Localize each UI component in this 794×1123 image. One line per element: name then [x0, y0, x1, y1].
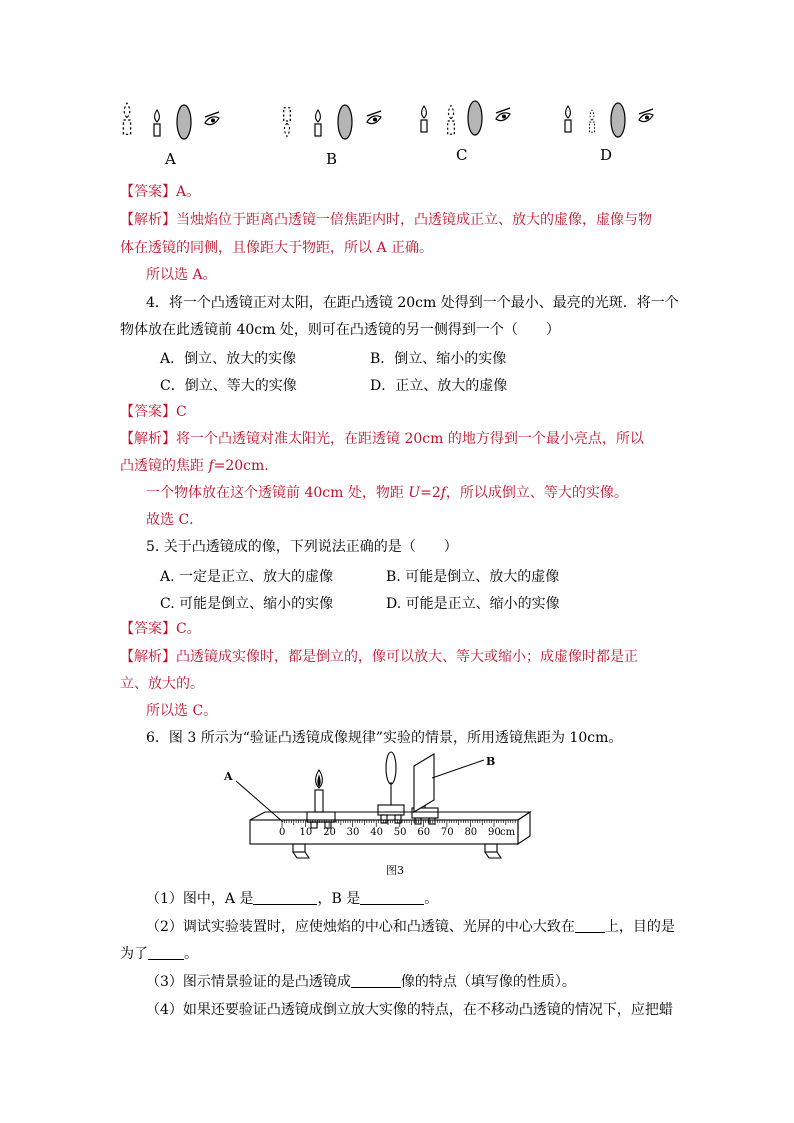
option-c-drawing [421, 101, 510, 135]
pointer-b [432, 760, 484, 778]
q6-part-3: （3）图示情景验证的是凸透镜成 像的特点（填写像的性质）。 [146, 974, 576, 990]
option-d-label: D [600, 146, 613, 164]
blank-a[interactable] [253, 890, 317, 905]
q5-analysis-line-1: 【解析】凸透镜成实像时，都是倒立的，像可以放大、等大或缩小；成虚像时都是正 [120, 649, 638, 665]
ruler-tick-label: 70 [440, 827, 454, 838]
ruler-tick-label: 60 [417, 827, 431, 838]
ruler-tick-label: cm [500, 827, 516, 838]
q4-analysis-line-3: 一个物体放在这个透镜前 40cm 处，物距 U=2f，所以成倒立、等大的实像。 [146, 485, 628, 501]
option-c-label: C [456, 146, 468, 164]
q4-stem-line-1: 4．将一个凸透镜正对太阳，在距凸透镜 20cm 处得到一个最小、最亮的光斑．将一个 [146, 295, 679, 311]
candle-holder [307, 770, 335, 828]
blank-purpose[interactable] [148, 945, 184, 960]
pointer-a [236, 781, 283, 822]
q5-answer: 【答案】C。 [120, 621, 201, 637]
q4-conclusion: 故选 C． [146, 512, 204, 528]
q4-answer: 【答案】C [120, 404, 187, 420]
option-b-label: B [326, 150, 338, 168]
lens-holder [378, 752, 404, 823]
q4-option-d: D．正立、放大的虚像 [370, 378, 508, 394]
q5-option-d: D. 可能是正立、缩小的实像 [386, 596, 560, 612]
figure-label-b: B [486, 755, 496, 768]
q5-option-c: C. 可能是倒立、缩小的实像 [160, 596, 334, 612]
option-a-label: A [165, 150, 176, 168]
q6-part-1: （1）图中，A 是 ，B 是 。 [146, 891, 439, 907]
ruler-tick-label: 30 [346, 827, 360, 838]
q3-options-figure [0, 0, 794, 175]
screen-holder [412, 754, 438, 824]
ruler-tick-label: 40 [370, 827, 383, 838]
ruler-ticks [282, 820, 515, 827]
ruler-tick-label: 50 [393, 827, 407, 838]
q5-option-a: A. 一定是正立、放大的虚像 [160, 569, 334, 585]
ruler-tick-label: 90 [488, 827, 501, 838]
option-b-drawing [284, 105, 381, 139]
option-a-drawing [123, 103, 219, 139]
q5-option-b: B. 可能是倒立、放大的虚像 [386, 569, 560, 585]
q4-analysis-line-1: 【解析】将一个凸透镜对准太阳光，在距透镜 20cm 的地方得到一个最小亮点，所以 [120, 431, 644, 447]
ruler-tick-label: 80 [464, 827, 478, 838]
blank-b[interactable] [360, 890, 424, 905]
blank-image-type[interactable] [351, 973, 401, 988]
q5-stem: 5. 关于凸透镜成的像，下列说法正确的是（ ） [146, 539, 458, 555]
q4-option-c: C．倒立、等大的实像 [160, 378, 297, 394]
ruler-tick-label: 10 [299, 827, 313, 838]
q4-stem-line-2: 物体放在此透镜前 40cm 处，则可在凸透镜的另一侧得到一个（ ） [120, 322, 560, 338]
ruler-tick-label: 0 [279, 827, 286, 838]
figure-label-a: A [224, 770, 233, 783]
q6-part-4: （4）如果还要验证凸透镜成倒立放大实像的特点，在不移动凸透镜的情况下，应把蜡 [146, 1002, 673, 1018]
option-d-drawing [565, 103, 653, 137]
q5-conclusion: 所以选 C。 [146, 703, 218, 719]
q3-analysis-line-1: 【解析】当烛焰位于距离凸透镜一倍焦距内时，凸透镜成正立、放大的虚像，虚像与物 [120, 212, 652, 228]
q4-option-a: A．倒立、放大的实像 [160, 351, 297, 367]
q4-analysis-line-2: 凸透镜的焦距 f=20cm. [120, 458, 269, 474]
q3-conclusion: 所以选 A。 [146, 267, 217, 283]
ruler-tick-label: 20 [323, 827, 336, 838]
q3-analysis-line-2: 体在透镜的同侧，且像距大于物距，所以 A 正确。 [120, 240, 434, 256]
q4-option-b: B．倒立、缩小的实像 [370, 351, 507, 367]
blank-axis[interactable] [575, 918, 605, 933]
q6-stem: 6．图 3 所示为“验证凸透镜成像规律”实验的情景，所用透镜焦距为 10cm。 [146, 730, 623, 746]
q6-part-2-line-2: 为了 。 [120, 946, 198, 962]
q5-analysis-line-2: 立、放大的。 [120, 676, 204, 692]
figure-caption: 图3 [386, 864, 404, 877]
q3-answer: 【答案】A。 [120, 184, 201, 200]
q6-part-2-line-1: （2）调试实验装置时，应使烛焰的中心和凸透镜、光屏的中心大致在 上，目的是 [146, 919, 675, 935]
